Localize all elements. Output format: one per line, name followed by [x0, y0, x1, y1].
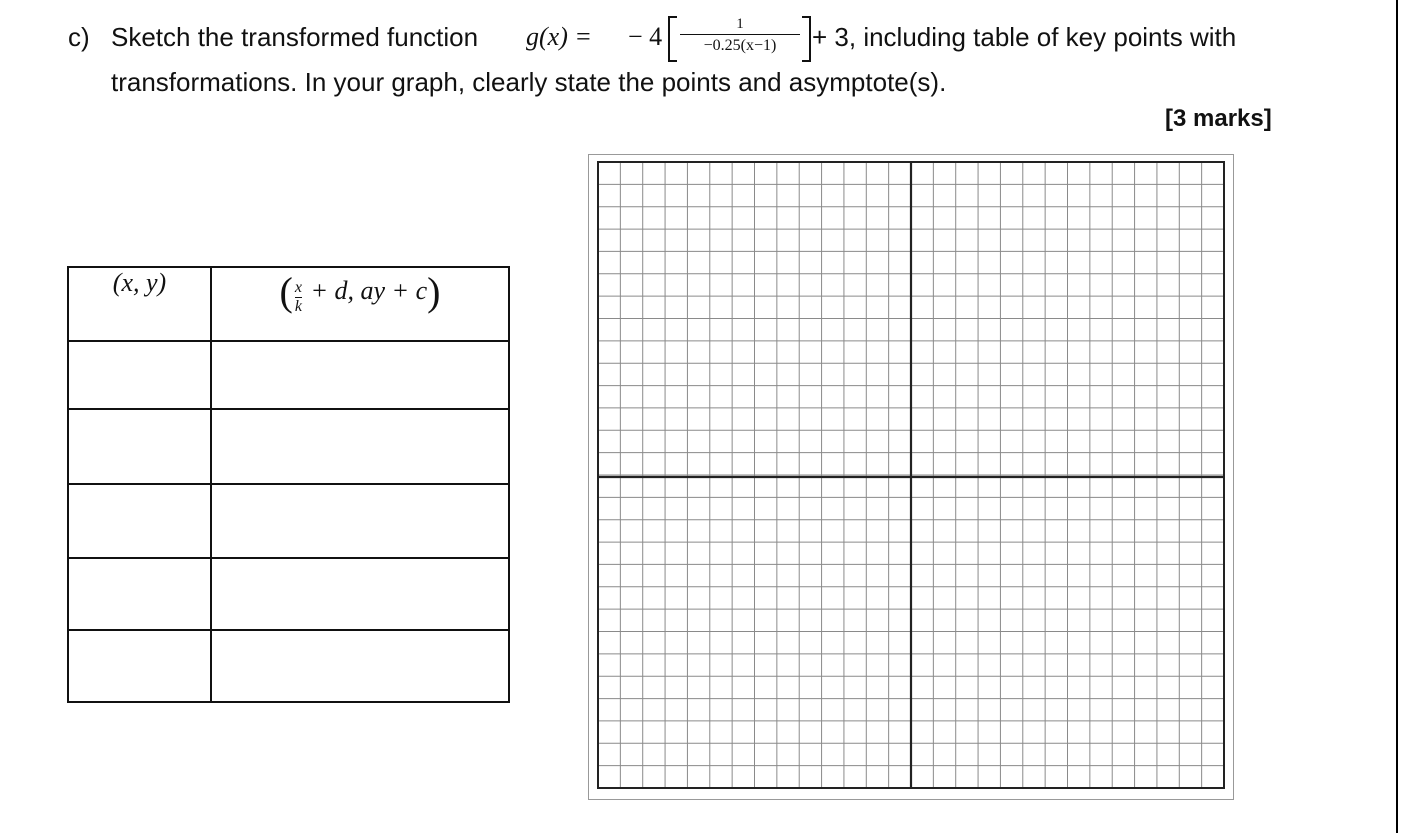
question-prefix: Sketch the transformed function [111, 22, 479, 52]
table-row [68, 409, 509, 484]
key-points-table [67, 266, 510, 703]
table-cell[interactable] [211, 630, 509, 702]
function-coefficient: − 4 [628, 22, 663, 51]
question-line-2: transformations. In your graph, clearly state the points and asymptote(s). [111, 67, 947, 97]
table-header-row [68, 267, 509, 341]
table-cell[interactable] [68, 558, 211, 630]
table-cell[interactable] [68, 630, 211, 702]
table-row [68, 558, 509, 630]
frac-top: x [294, 279, 302, 296]
marks-label: [3 marks] [1165, 105, 1272, 132]
close-paren: ) [427, 269, 441, 314]
header-rest: + d, ay + c [310, 276, 428, 305]
table-cell[interactable] [211, 558, 509, 630]
table-cell[interactable] [211, 409, 509, 484]
x-over-k-fraction [295, 279, 302, 316]
header-original-point: (x, y) [68, 267, 211, 341]
open-paren: ( [279, 269, 293, 314]
header-transformed-point [211, 267, 509, 341]
table-row [68, 484, 509, 558]
frac-bottom: k [294, 298, 302, 315]
table-row [68, 630, 509, 702]
page-edge-bar [1396, 0, 1398, 833]
table-cell[interactable] [68, 484, 211, 558]
function-fraction [680, 14, 800, 57]
question-line-1 [111, 22, 478, 53]
table-cell[interactable] [68, 341, 211, 409]
question-label: c) [68, 22, 90, 52]
question-suffix: + 3, including table of key points with [812, 22, 1237, 52]
table-cell[interactable] [68, 409, 211, 484]
table-cell[interactable] [211, 484, 509, 558]
right-bracket [802, 16, 811, 62]
table-row [68, 341, 509, 409]
graph-paper[interactable] [588, 154, 1234, 800]
fraction-denominator: −0.25(x−1) [703, 37, 777, 54]
left-bracket [668, 16, 677, 62]
fraction-numerator: 1 [736, 16, 744, 32]
table-cell[interactable] [211, 341, 509, 409]
function-name: g(x) = [526, 22, 592, 51]
